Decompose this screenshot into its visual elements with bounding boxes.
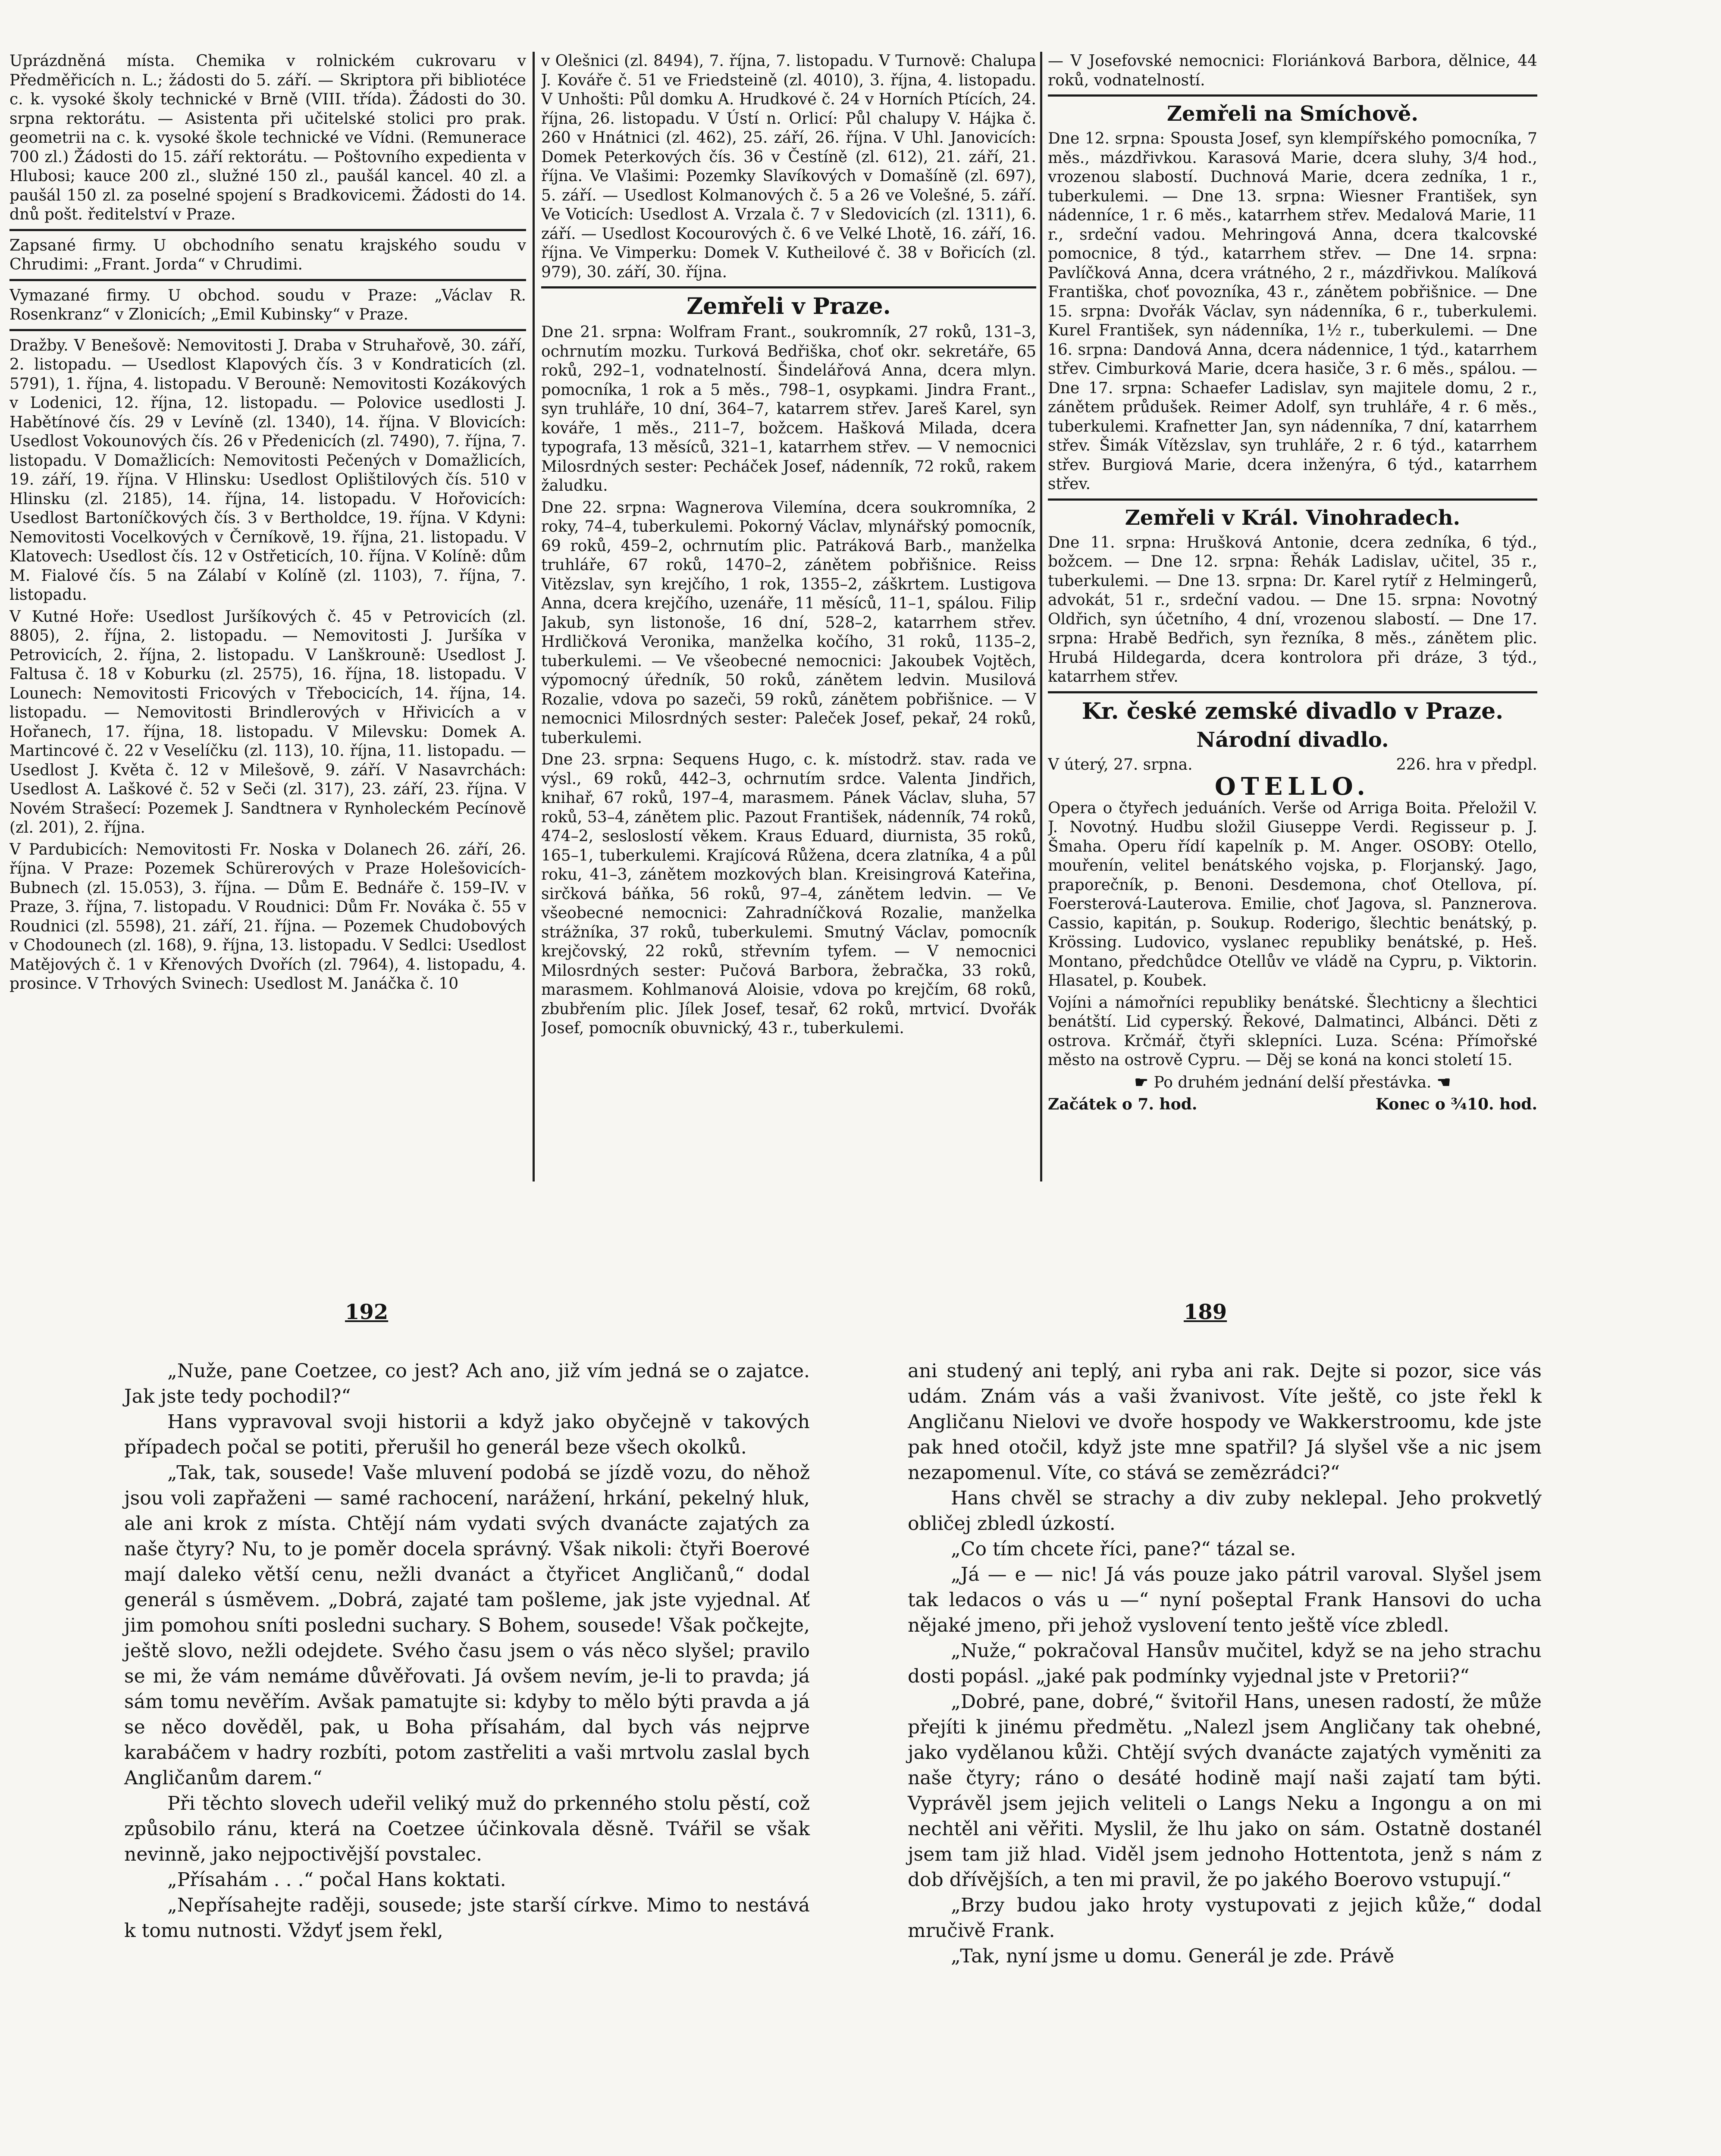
start-time: Začátek o 7. hod. — [1048, 1095, 1197, 1113]
paragraph: „Tak, nyní jsme u domu. Generál je zde. Právě — [951, 1945, 1395, 1967]
paragraph: „Brzy budou jako hroty vystupovati z jejich kůže,“ dodal mručivě Frank. — [908, 1894, 1542, 1942]
subscription-number: 226. hra v předpl. — [1396, 755, 1537, 774]
performance-date-row — [1048, 755, 1537, 775]
auctions-kutna-hora: V Kutné Hoře: Usedlost Juršíkových č. 45 v Petrovicích (zl. 8805), 2. října, 2. listopadu. — Nemovitosti J. Juršíka v Petrovicích, 2. října, 2. listopadu. V Lanškrouně: Usedlost J. Faltusa č. 18 v Koburku (zl. 2575), 16. října, 18. listopadu. V Lounech: Nemovitosti Fricových v Třebocicích, 14. října, 14. listopadu. — Nemovitosti Brindlerových v Hřivicích a v Hořanech, 17. října, 18. listopadu. V Milevsku: Domek A. Martincové č. 22 v Veselíčku (zl. 113), 10. října, 11. listopadu. — Usedlost J. Květa č. 12 v Milešově, 9. září. V Nasavrchách: Usedlost A. Laškové č. 52 v Seči (zl. 317), 23. září, 23. října. V Novém Strašecí: Pozemek J. Sandtnera v Rynholeckém Pecínově (zl. 201), 2. října. — [9, 608, 526, 837]
newspaper-column-2 — [541, 52, 1036, 1181]
paragraph: „Nuže,“ pokračoval Hansův mučitel, když se na jeho strachu dosti popásl. „jaké pak podmínky vyjednal jste v Pretorii?“ — [908, 1640, 1542, 1687]
column-rule — [1040, 52, 1042, 1181]
performance-date: V úterý, 27. srpna. — [1048, 755, 1193, 774]
section-divider — [9, 329, 526, 331]
paragraph: „Já — e — nic! Já vás pouze jako pátril varoval. Slyšel jsem tak ledacos o vás u —“ nyní pošeptal Frank Hansovi do ucha nějaké jmeno, při jehož vyslovení tento ještě více zbledl. — [908, 1564, 1542, 1636]
intermission-note: ☛ Po druhém jednání delší přestávka. ☚ — [1134, 1073, 1451, 1091]
page-number-right: 189 — [1184, 1300, 1227, 1324]
end-time: Konec o ¾10. hod. — [1375, 1095, 1537, 1113]
book-page-left — [124, 1358, 810, 1943]
paragraph: „Nepřísahejte raději, sousede; jste starší církve. Mimo to nestává k tomu nutnosti. Vždyť jsem řekl, — [124, 1894, 810, 1942]
josef-hospital-notice: — V Josefovské nemocnici: Floriánková Barbora, dělnice, 44 roků, vodnatelností. — [1048, 52, 1537, 89]
deaths-smichov-heading: Zemřeli na Smíchově. — [1166, 102, 1419, 126]
page-number-left: 192 — [345, 1300, 389, 1324]
section-divider — [541, 286, 1036, 288]
paragraph: „Co tím chcete říci, pane?“ tázal se. — [951, 1538, 1296, 1560]
newspaper-column-1 — [9, 52, 526, 1181]
opera-credits: Opera o čtyřech jeduáních. Verše od Arriga Boita. Přeložil V. J. Novotný. Hudbu složil Giuseppe Verdi. Regisseur p. J. Šmaha. Operu řídí kapelník p. M. Anger. OSOBY: Otello, mouřenín, velitel benátského vojska, p. Florjanský. Jago, praporečník, p. Benoni. Desdemona, choť Otellova, pí. Foersterová-Lauterova. Emilie, choť Jagova, sl. Panznerova. Cassio, kapitán, p. Soukup. Roderigo, šlechtic benátský, p. Krössing. Ludovico, vyslanec republiky benátské, p. Heš. Montano, předchůdce Otellův ve vládě na Cypru, p. Viktorin. Hlasatel, p. Koubek. — [1048, 799, 1537, 990]
book-page-right — [908, 1358, 1542, 1969]
paragraph: ani studený ani teplý, ani ryba ani rak. Dejte si pozor, sice vás udám. Znám vás a vaši žvanivost. Víte ještě, co jste řekl k Angličanu Nielovi ve dvoře hospody ve Wakkerstroomu, kde jste pak hned otočil, když jste mne spatřil? Já slyšel vše a nic jsem nezapomenul. Víte, co stává se zemězrádci?“ — [908, 1360, 1542, 1484]
paragraph: Hans vypravoval svoji historii a když jako obyčejně v takových případech počal se potiti, přerušil ho generál beze všech okolků. — [124, 1411, 810, 1458]
pointing-hand-icon: ☚ — [1431, 1073, 1451, 1091]
section-divider — [9, 279, 526, 281]
paragraph: Při těchto slovech udeřil veliký muž do prkenného stolu pěstí, což způsobilo ránu, která na Coetzee účinkovala děsně. Tvářil se však nevinně, jako nejpoctivější povstalec. — [124, 1792, 810, 1865]
opera-cast-extras: Vojíni a námořníci republiky benátské. Šlechticny a šlechtici benátští. Lid cyperský. Řekové, Dalmatinci, Albánci. Děti z ostrova. Krčmář, čtyři sklepníci. Luza. Scéna: Přímořské město na ostrově Cypru. — Děj se koná na konci století 15. — [1048, 993, 1537, 1069]
deaths-prague-heading: Zemřeli v Praze. — [687, 293, 891, 320]
paragraph: „Nuže, pane Coetzee, co jest? Ach ano, již vím jedná se o zajatce. Jak jste tedy pochodil?“ — [124, 1360, 810, 1407]
national-theatre-heading: Národní divadlo. — [1196, 727, 1389, 752]
registered-firms-notice: Zapsané firmy. U obchodního senatu krajského soudu v Chrudimi: „Frant. Jorda“ v Chrudimi. — [9, 236, 526, 273]
column-rule — [533, 52, 535, 1181]
vacancies-notice: Uprázdněná místa. Chemika v rolnickém cukrovaru v Předměřicích n. L.; žádosti do 5. září. — Skriptora při bibliotéce c. k. vysoké školy technické v Brně (VIII. třída). Žádosti do 30. srpna rektorátu. — Asistenta při učitelské stolici pro prak. geometrii na c. k. vysoké škole technické ve Vídni. (Remunerace 700 zl.) Žádosti do 15. září rektorátu. — Poštovního expedienta v Hlubosi; kauce 200 zl., služné 150 zl., paušál kancel. 40 zl. a paušál 150 zl. za poselné spojení s Bradkovicemi. Žádosti do 14. dnů pošt. ředitelství v Praze. — [9, 52, 526, 223]
paragraph: „Tak, tak, sousede! Vaše mluvení podobá se jízdě vozu, do něhož jsou voli zapřaženi — samé rachocení, narážení, hrkání, pekelný hluk, ale ani krok z místa. Chtějí nám vydati svých dvanácte zajatých za naše čtyry? Nu, to je poměr docela správný. Však nikoli: čtyři Boerové mají daleko větší cenu, nežli dvanáct a čtyřicet Angličanů,“ dodal generál s úsměvem. „Dobrá, zajaté tam pošleme, jak jste vyjednal. Ať jim pomohou sníti posledni suchary. S Bohem, sousede! Však počkejte, ještě slovo, nežli odejdete. Svého času jsem o vás něco slyšel; pravilo se mi, že vám nemáme důvěřovati. Já ovšem nevím, je-li to pravda; já sám tomu nevěřím. Avšak pamatujte si: kdyby to mělo býti pravda a já se něco dověděl, pak, u Boha přísahám, dal bych vás nejprve karabáčem v hadry rozbíti, potom zastřeliti a vaši mrtvolu zaslal bych Angličanům darem.“ — [124, 1462, 810, 1789]
section-divider — [1048, 498, 1537, 501]
theatre-heading: Kr. české zemské divadlo v Praze. — [1082, 698, 1504, 724]
deaths-prague-22: Dne 22. srpna: Wagnerova Vilemína, dcera soukromníka, 2 roky, 74–4, tuberkulemi. Pokorný Václav, mlynářský pomocník, 69 roků, 459–2, ochrnutím plic. Patráková Barb., manželka truhláře, 67 roků, 1470–2, zánětem pobřišnice. Reiss Vitězslav, syn krejčího, 1 rok, 1355–2, záškrtem. Lustigova Anna, dcera krejčího, uzenáře, 11 měsíců, 11–1, spálou. Filip Jakub, syn listonoše, 16 dní, 528–2, katarrhem střev. Hrdličková Veronika, manželka kočího, 31 roků, 1135–2, tuberkulemi. — Ve všeobecné nemocnici: Jakoubek Vojtěch, výpomocný úředník, 50 roků, zánětem ledvin. Musilová Rozalie, vdova po sazeči, 59 roků, zánětem pobřišnice. — V nemocnici Milosrdných sester: Paleček Josef, pekař, 24 roků, tuberkulemi. — [541, 498, 1036, 747]
deaths-prague-21: Dne 21. srpna: Wolfram Frant., soukromník, 27 roků, 131–3, ochrnutím mozku. Turková Bedřiška, choť okr. sekretáře, 65 roků, 292–1, vodnatelností. Šindelářová Anna, dcera mlyn. pomocníka, 1 rok a 5 měs., 798–1, osypkami. Jindra Frant., syn truhláře, 10 dní, 364–7, katarrem střev. Jareš Karel, syn kováře, 1 měs., 211–7, božcem. Hašková Milada, dcera typografa, 13 měsíců, 321–1, katarrhem střev. — V nemocnici Milosrdných sester: Pecháček Josef, nádenník, 72 roků, rakem žaludku. — [541, 323, 1036, 495]
paragraph: „Dobré, pane, dobré,“ švitořil Hans, unesen radostí, že může přejíti k jinému předmětu. „Nalezl jsem Angličany tak ohebné, jako vydělanou kůži. Chtějí svých dvanácte zajatých vyměniti za naše čtyry; ráno o desáté hodině mají naši zajatí tam býti. Vyprávěl jsem jejich veliteli o Langs Neku a Ingongu a on mi nechtěl ani věřiti. Myslil, že lhu jako on sám. Ostatně dostanél jsem tam již hlad. Viděl jsem jednoho Hottentota, jenž s nám z dob dřívějších, a ten mi pravil, že po jakého Boerovo vstupují.“ — [908, 1691, 1542, 1891]
opera-title: OTELLO. — [1215, 772, 1370, 801]
deaths-vinohrady-list: Dne 11. srpna: Hrušková Antonie, dcera zedníka, 6 týd., božcem. — Dne 12. srpna: Řehák Ladislav, učitel, 35 r., tuberkulemi. — Dne 13. srpna: Dr. Karel rytíř z Helmingerů, advokát, 51 r., srdeční vadou. — Dne 15. srpna: Novotný Oldřich, syn účetního, 4 dní, vrozenou slabostí. — Dne 17. srpna: Hrabě Bedřich, syn řezníka, 8 měs., zánětem plic. Hrubá Hildegarda, dcera kontrolora při dráze, 3 týd., katarrhem střev. — [1048, 533, 1537, 686]
paragraph: Hans chvěl se strachy a div zuby neklepal. Jeho prokvetlý obličej zbledl úzkostí. — [908, 1487, 1542, 1535]
deaths-smichov-list: Dne 12. srpna: Spousta Josef, syn klempířského pomocníka, 7 měs., mázdřivkou. Karasová Marie, dcera sluhy, 3/4 hod., vrozenou slabostí. Duchnová Marie, dcera zedníka, 1 r., tuberkulemi. — Dne 13. srpna: Wiesner František, syn nádenníce, 1 r. 6 měs., katarrhem střev. Medalová Marie, 11 r., srdeční vadou. Mehringová Anna, dcera tkalcovské pomocnice, 8 týd., katarrhem střev. — Dne 14. srpna: Pavlíčková Anna, dcera vrátného, 2 r., mázdřivkou. Malíková Františka, choť povozníka, 43 r., zánětem pobřišnice. — Dne 15. srpna: Dvořák Václav, syn nádenníka, 6 r., tuberkulemi. Kurel František, syn nádenníka, 1½ r., tuberkulemi. — Dne 16. srpna: Dandová Anna, dcera nádennice, 1 týd., katarrhem střev. Cimburková Marie, dcera hasiče, 3 r. 6 měs., spálou. — Dne 17. srpna: Schaefer Ladislav, syn majitele domu, 2 r., zánětem průdušek. Reimer Adolf, syn truhláře, 4 r. 6 měs., tuberkulemi. Krafnetter Jan, syn nádenníka, 7 dní, katarrhem střev. Šimák Vítězslav, syn truhláře, 2 r. 6 týd., katarrhem střev. Burgiová Marie, dcera inženýra, 6 týd., katarrhem střev. — [1048, 130, 1537, 493]
deaths-vinohrady-heading: Zemřeli v Král. Vinohradech. — [1125, 505, 1461, 530]
auctions-continued: v Olešnici (zl. 8494), 7. října, 7. listopadu. V Turnově: Chalupa J. Kováře č. 51 ve Friedsteině (zl. 4010), 3. října, 4. listopadu. V Unhošti: Půl domku A. Hrudkové č. 24 v Horních Ptících, 24. října, 26. listopadu. V Ústí n. Orlicí: Půl chalupy V. Hájka č. 260 v Hnátnici (zl. 462), 25. září, 26. října. V Uhl. Janovicích: Domek Peterkových čís. 36 v Čestíně (zl. 612), 21. září, 21. října. Ve Vlašimi: Pozemky Slavíkových v Domašíně (zl. 697), 5. září. — Usedlost Kolmanových č. 5 a 26 ve Volešné, 5. září. Ve Voticích: Usedlost A. Vrzala č. 7 v Sledovicích (zl. 1311), 6. září. — Usedlost Kocourových č. 6 ve Velké Lhotě, 16. září, 16. října. Ve Vimperku: Domek V. Kutheilové č. 38 v Bořicích (zl. 979), 30. září, 30. října. — [541, 52, 1036, 281]
auctions-pardubice: V Pardubicích: Nemovitosti Fr. Noska v Dolanech 26. září, 26. října. V Praze: Pozemek Schürerových v Praze Holešovicích-Bubnech (zl. 15.053), 3. října. — Dům E. Bednáře č. 159–IV. v Praze, 3. října, 7. listopadu. V Roudnici: Dům Fr. Nováka č. 55 v Roudnici (zl. 5598), 21. září, 21. října. — Pozemek Chudobových v Chodounech (zl. 168), 9. října, 13. listopadu. V Sedlci: Usedlost Matějových č. 1 v Křenových Dvořích (zl. 7964), 4. listopadu, 4. prosince. V Trhových Svinech: Usedlost M. Janáčka č. 10 — [9, 840, 526, 993]
auctions-notice: Dražby. V Benešově: Nemovitosti J. Draba v Struhařově, 30. září, 2. listopadu. — Usedlost Klapových čís. 3 v Kondraticích (zl. 5791), 1. října, 4. listopadu. V Berouně: Nemovitosti Kozákových v Lodenici, 12. října, 12. listopadu. — Polovice usedlosti J. Habětínové čís. 29 v Levíně (zl. 1340), 14. října. V Blovicích: Usedlost Vokounových čís. 26 v Předenicích (zl. 7490), 7. října, 7. listopadu. V Domažlicích: Nemovitosti Pečených v Domažlicích, 19. září, 19. října. V Hlinsku: Usedlost Oplištilových čís. 510 v Hlinsku (zl. 2185), 14. října, 14. listopadu. V Hořovicích: Usedlost Bartoníčkových čís. 3 v Bertholdce, 19. října. V Kdyni: Nemovitosti Vocelkových v Černíkově, 19. října, 21. listopadu. V Klatovech: Usedlost čís. 12 v Ostřeticích, 10. října. V Kolíně: dům M. Fialové čís. 5 na Zálabí v Kolíně (zl. 1103), 7. října, 7. listopadu. — [9, 336, 526, 604]
newspaper-column-3 — [1048, 52, 1537, 1181]
section-divider — [1048, 94, 1537, 97]
section-divider — [9, 229, 526, 231]
start-end-row — [1048, 1095, 1537, 1114]
deleted-firms-notice: Vymazané firmy. U obchod. soudu v Praze: „Václav R. Rosenkranz“ v Zlonicích; „Emil Kubinsky“ v Praze. — [9, 286, 526, 323]
pointing-hand-icon: ☛ — [1134, 1073, 1154, 1091]
deaths-prague-23: Dne 23. srpna: Sequens Hugo, c. k. místodrž. stav. rada ve výsl., 69 roků, 442–3, ochrnutím srdce. Valenta Jindřich, knihař, 67 roků, 197–4, marasmem. Pánek Václav, sluha, 57 roků, 53–4, zánětem plic. Pazout František, nádenník, 74 roků, 474–2, sesloslostí věkem. Kraus Eduard, diurnista, 35 roků, 165–1, tuberkulemi. Krajícová Růžena, dcera zlatníka, 4 a půl roku, 41–3, zánětem mozkových blan. Kreisingrová Kateřina, sirčková báňka, 56 roků, 97–4, zánětem ledvin. — Ve všeobecné nemocnici: Zahradníčková Rozalie, manželka strážníka, 37 roků, tuberkulemi. Smutný Václav, pomocník krejčovský, 22 roků, střevním tyfem. — V nemocnici Milosrdných sester: Pučová Barbora, žebračka, 33 roků, marasmem. Kohlmanová Aloisie, vdova po krejčím, 68 roků, zbubřením plic. Jílek Josef, tesař, 62 roků, mrtvicí. Dvořák Josef, pomocník obuvnický, 43 r., tuberkulemi. — [541, 751, 1036, 1037]
paragraph: „Přísahám . . .“ počal Hans koktati. — [167, 1869, 506, 1891]
section-divider — [1048, 691, 1537, 693]
